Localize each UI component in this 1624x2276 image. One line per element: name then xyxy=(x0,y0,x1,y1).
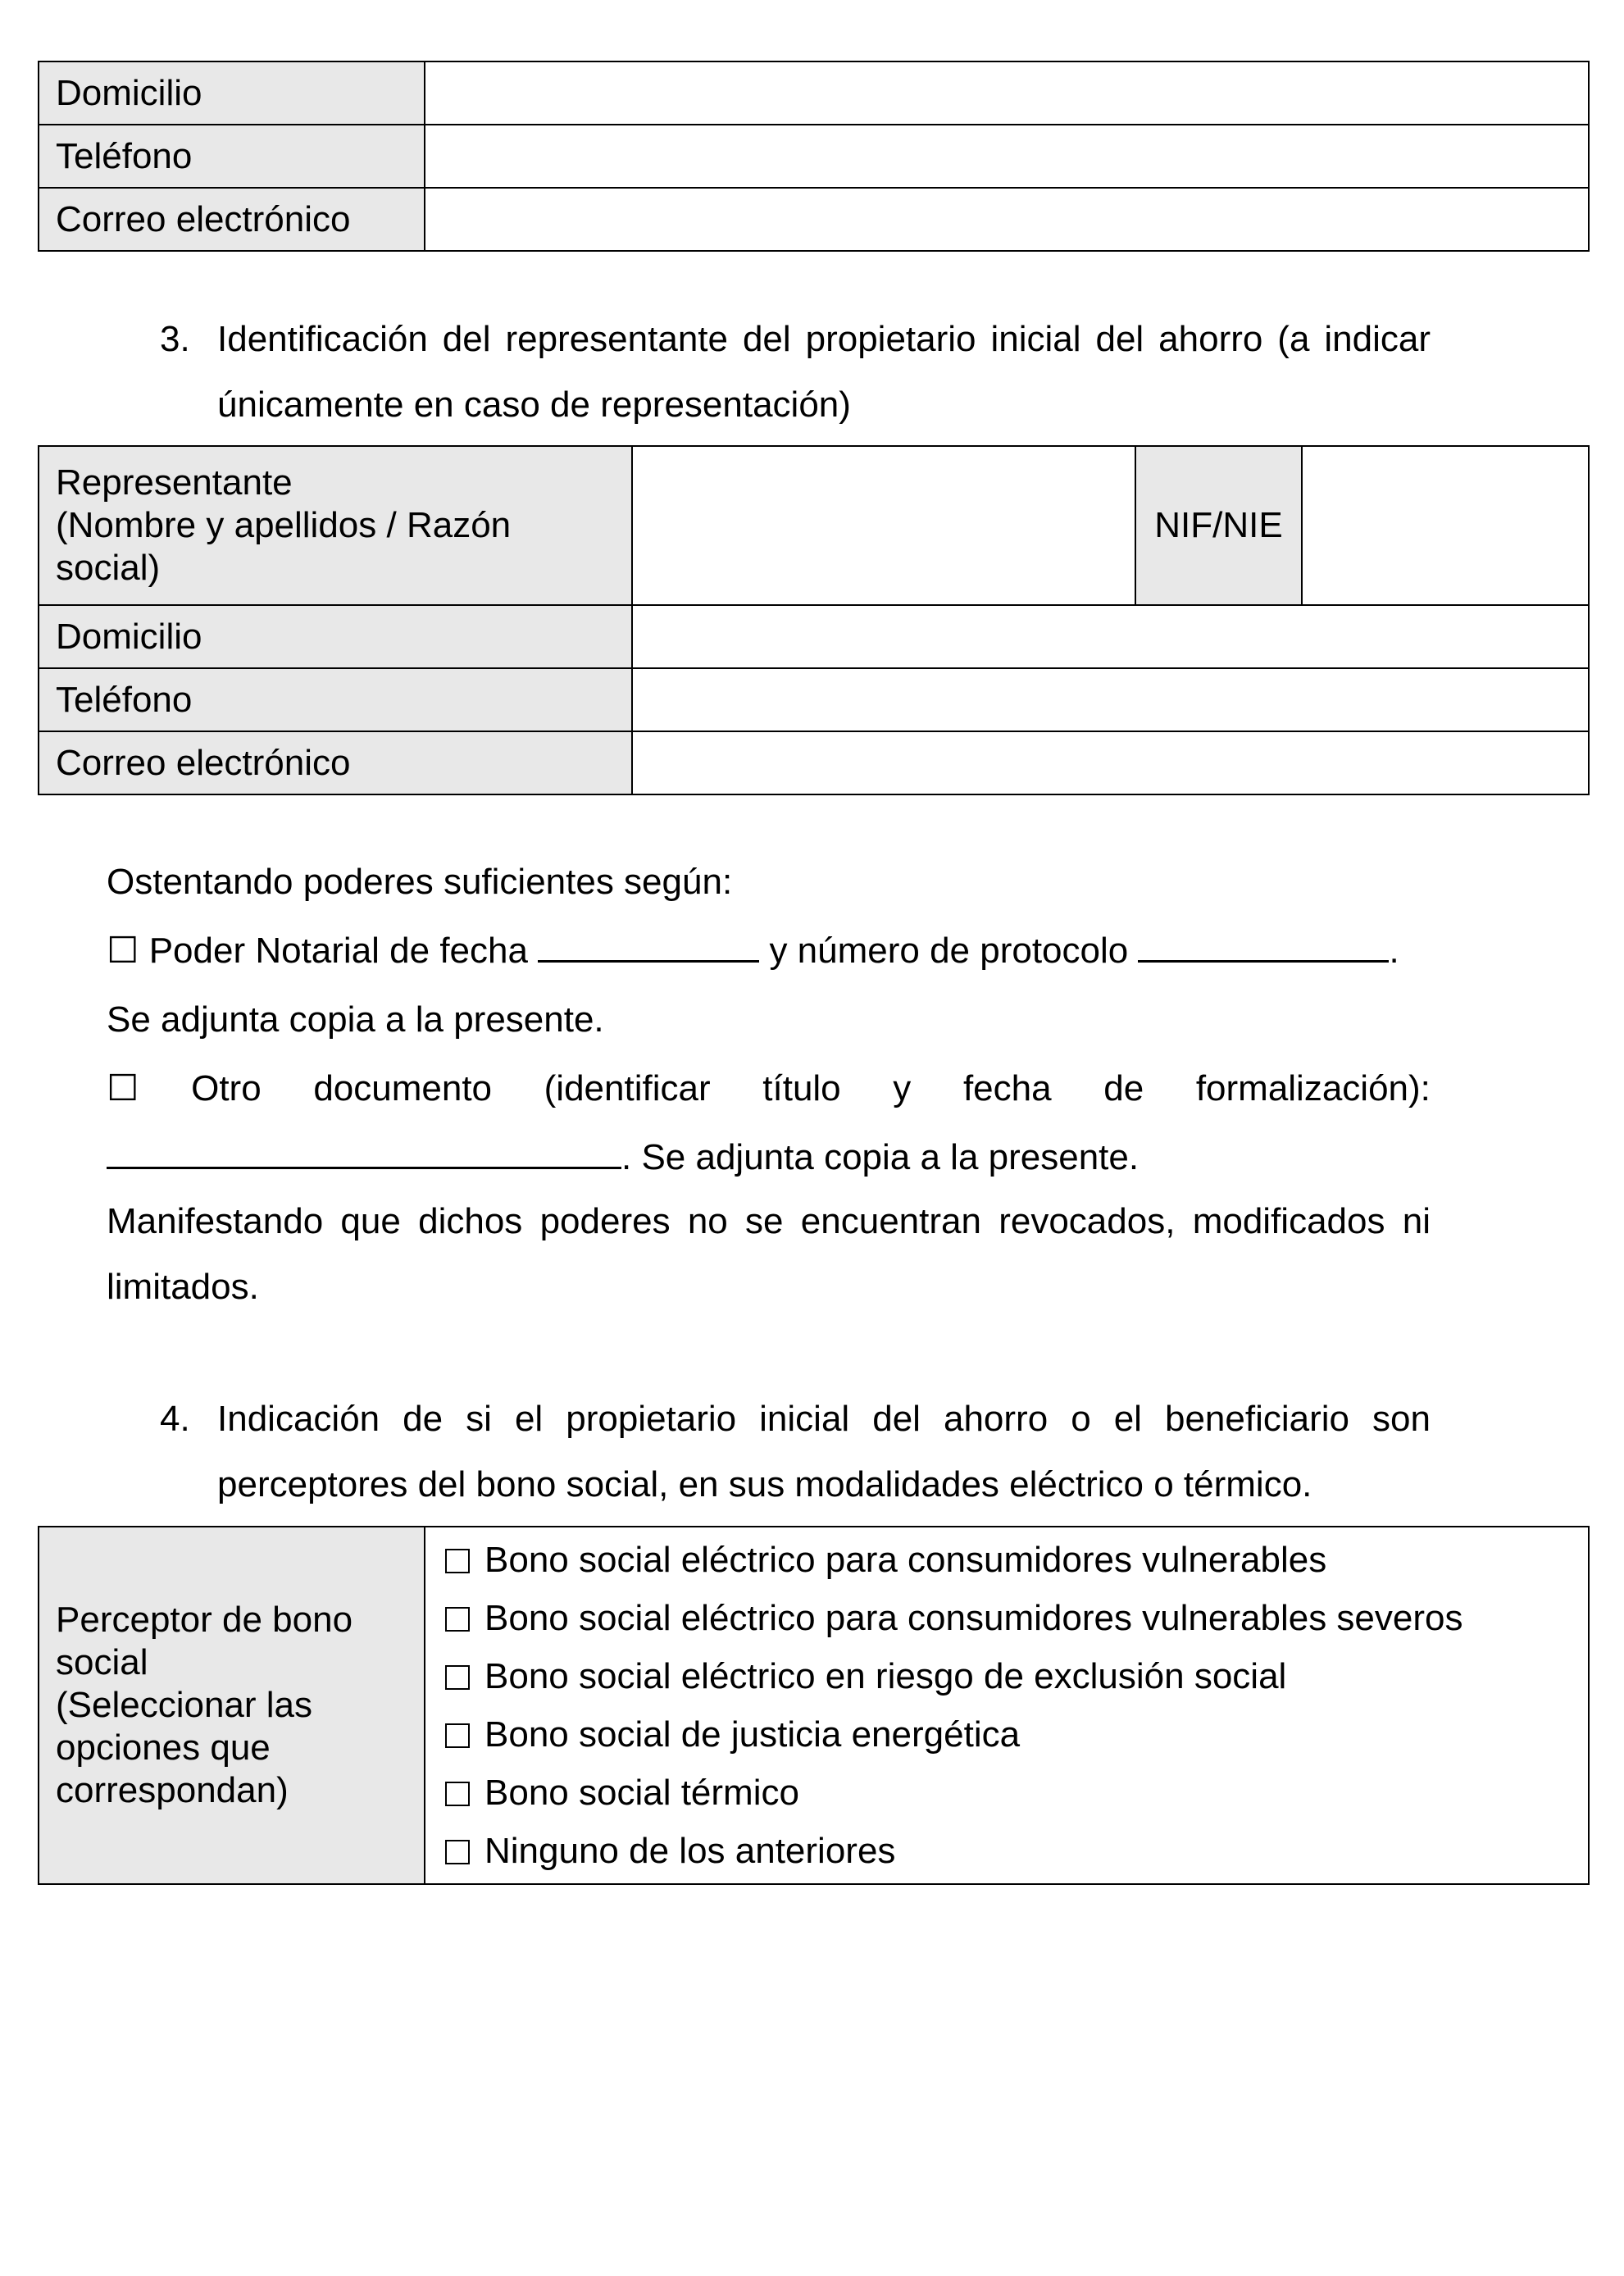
bono-option[interactable] xyxy=(445,1705,1588,1764)
bono-option-label: Bono social eléctrico para consumidores vulnerables xyxy=(484,1540,1327,1580)
section-text: Identificación del representante del propietario inicial del ahorro (a indicar únicamente en caso de representación) xyxy=(217,319,1431,425)
checkbox[interactable] xyxy=(445,1549,470,1573)
table-row xyxy=(39,731,1589,794)
label-line: (Nombre y apellidos / Razón xyxy=(56,505,512,545)
bono-option-label: Bono social térmico xyxy=(484,1773,799,1813)
protocol-number-field[interactable] xyxy=(1138,926,1389,963)
bono-option[interactable] xyxy=(445,1589,1588,1647)
bono-option-label: Ninguno de los anteriores xyxy=(484,1831,896,1871)
bono-option[interactable] xyxy=(445,1822,1588,1880)
section-text: Indicación de si el propietario inicial del ahorro o el beneficiario son perceptores del bono social, en sus modalidades eléctrico o térmico. xyxy=(217,1399,1431,1504)
word: (identificar xyxy=(544,1068,711,1108)
contact-table xyxy=(38,61,1590,252)
word: título xyxy=(762,1068,841,1108)
checkbox[interactable] xyxy=(445,1723,470,1748)
representante-label xyxy=(39,446,632,605)
label-line: Perceptor de bono xyxy=(56,1600,353,1640)
section-number: 4. xyxy=(160,1399,190,1439)
bono-options-cell xyxy=(425,1527,1589,1884)
period: . xyxy=(1389,931,1399,971)
checkbox[interactable] xyxy=(445,1665,470,1690)
correo-field[interactable] xyxy=(425,188,1589,251)
domicilio-field[interactable] xyxy=(425,61,1589,125)
section-4-heading xyxy=(160,1386,1431,1518)
rep-telefono-field[interactable] xyxy=(632,668,1589,731)
table-row xyxy=(39,1527,1589,1884)
table-row xyxy=(39,188,1589,251)
section-3-heading xyxy=(160,307,1431,438)
rep-domicilio-label: Domicilio xyxy=(39,605,632,668)
representative-table xyxy=(38,445,1590,795)
bono-option-label: Bono social de justicia energética xyxy=(484,1714,1021,1755)
bono-option[interactable] xyxy=(445,1647,1588,1705)
powers-intro: Ostentando poderes suficientes según: xyxy=(107,862,733,902)
protocol-text: y número de protocolo xyxy=(769,931,1129,971)
word: de xyxy=(1103,1068,1144,1108)
label-line: social xyxy=(56,1642,148,1682)
other-document-line xyxy=(107,1125,1431,1190)
rep-correo-field[interactable] xyxy=(632,731,1589,794)
bono-social-table xyxy=(38,1526,1590,1885)
bono-option-label: Bono social eléctrico para consumidores vulnerables severos xyxy=(484,1598,1463,1638)
representante-field[interactable] xyxy=(632,446,1135,605)
word: Otro xyxy=(191,1068,262,1108)
checkbox[interactable] xyxy=(445,1840,470,1864)
bono-option-label: Bono social eléctrico en riesgo de exclusión social xyxy=(484,1656,1287,1696)
powers-option-notarial xyxy=(107,918,1431,984)
telefono-label: Teléfono xyxy=(39,125,425,188)
bono-options-list xyxy=(445,1531,1588,1880)
table-row xyxy=(39,605,1589,668)
word: documento xyxy=(313,1068,493,1108)
bono-option[interactable] xyxy=(445,1531,1588,1589)
domicilio-label: Domicilio xyxy=(39,61,425,125)
telefono-field[interactable] xyxy=(425,125,1589,188)
label-line: Representante xyxy=(56,462,293,503)
label-line: correspondan) xyxy=(56,1770,289,1810)
label-line: opciones que xyxy=(56,1727,271,1768)
word: y xyxy=(893,1068,912,1108)
section-number: 3. xyxy=(160,319,190,359)
word: fecha xyxy=(962,1068,1052,1108)
table-row xyxy=(39,446,1589,605)
powers-option-other xyxy=(107,1056,1431,1122)
rep-correo-label: Correo electrónico xyxy=(39,731,632,794)
powers-closing: Manifestando que dichos poderes no se encuentran revocados, modificados ni limitados. xyxy=(107,1201,1431,1307)
perceptor-label xyxy=(39,1527,425,1884)
notarial-text: Poder Notarial de fecha xyxy=(148,931,528,971)
table-row xyxy=(39,125,1589,188)
other-attach-note: . Se adjunta copia a la presente. xyxy=(621,1137,1140,1177)
label-line: social) xyxy=(56,548,161,588)
table-row xyxy=(39,61,1589,125)
notarial-date-field[interactable] xyxy=(538,926,759,963)
nif-nie-field[interactable] xyxy=(1302,446,1589,605)
word: formalización): xyxy=(1195,1068,1431,1108)
notarial-attach-note: Se adjunta copia a la presente. xyxy=(107,999,604,1040)
checkbox[interactable] xyxy=(445,1607,470,1632)
other-document-field[interactable] xyxy=(107,1132,621,1169)
table-row xyxy=(39,668,1589,731)
correo-label: Correo electrónico xyxy=(39,188,425,251)
nif-nie-label: NIF/NIE xyxy=(1135,446,1302,605)
rep-domicilio-field[interactable] xyxy=(632,605,1589,668)
label-line: (Seleccionar las xyxy=(56,1685,313,1725)
checkbox-notarial[interactable]: ☐ xyxy=(107,931,139,971)
bono-option[interactable] xyxy=(445,1764,1588,1822)
checkbox[interactable] xyxy=(445,1782,470,1806)
checkbox-other[interactable]: ☐ xyxy=(107,1068,139,1108)
rep-telefono-label: Teléfono xyxy=(39,668,632,731)
